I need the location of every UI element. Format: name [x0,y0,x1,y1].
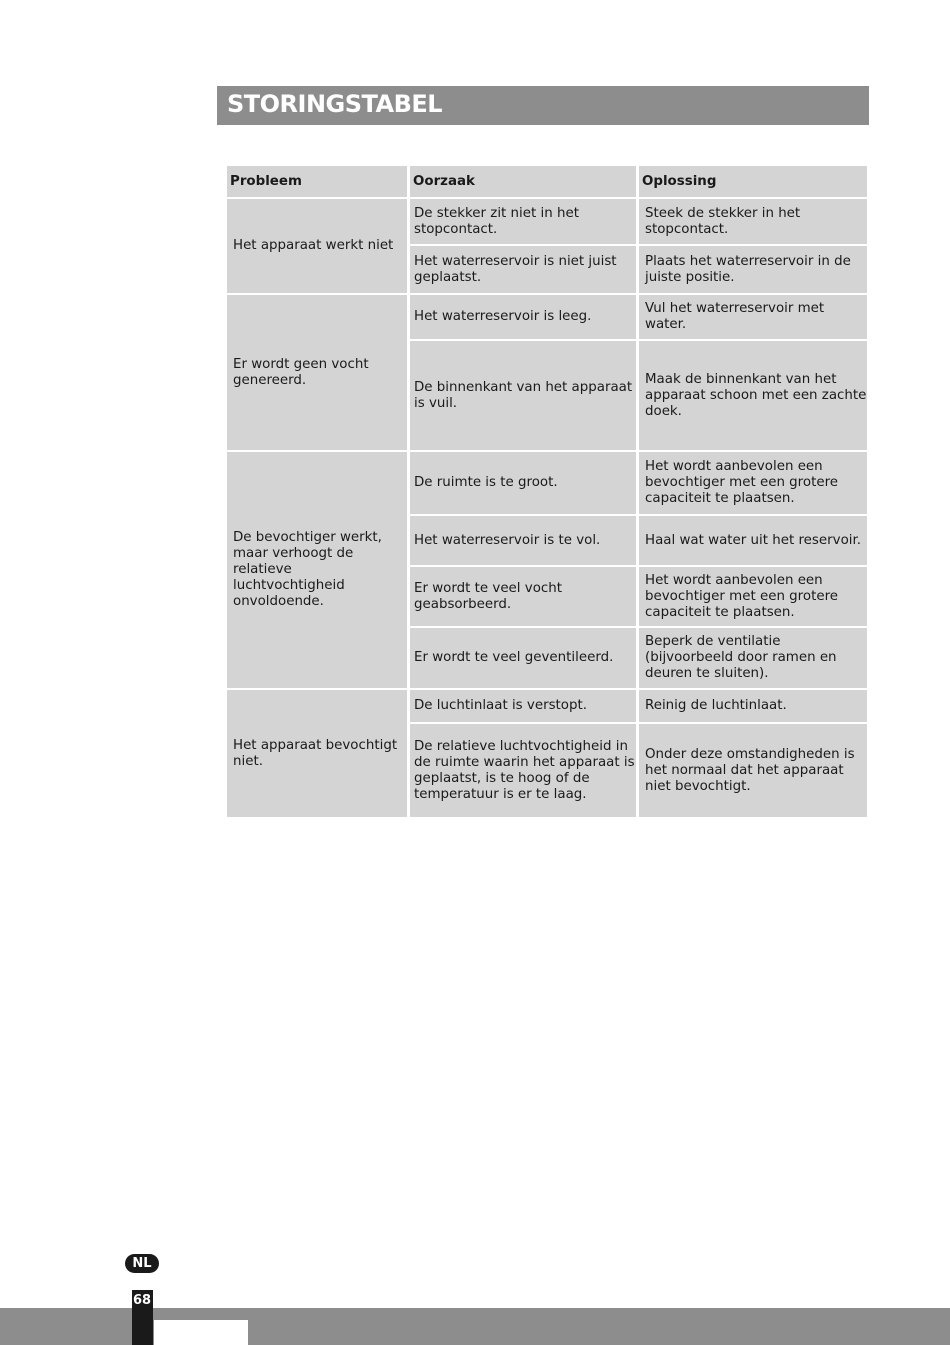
cause-cell: De ruimte is te groot. [410,452,636,514]
section-title-bar [217,86,869,125]
solution-cell: Reinig de luchtinlaat. [639,690,867,722]
solution-cell: Steek de stekker in het stopcontact. [639,199,867,244]
table-row [227,199,867,244]
table-row [227,295,867,339]
footer-white-block [154,1320,248,1345]
solution-cell: Onder deze omstandigheden is het normaal dat het apparaat niet bevochtigt. [639,724,867,817]
page-number: 68 [133,1293,152,1308]
problem-cell: De bevochtiger werkt, maar verhoogt de relatieve luchtvochtigheid onvoldoende. [227,452,407,688]
page-number-tab [132,1290,153,1345]
page-title: STORINGSTABEL [227,90,443,118]
cause-cell: Het waterreservoir is te vol. [410,516,636,565]
problem-cell: Er wordt geen vocht genereerd. [227,295,407,450]
table-header-row [227,166,867,197]
table-row [227,452,867,514]
header-solution: Oplossing [639,166,867,197]
header-problem: Probleem [227,166,407,197]
solution-cell: Haal wat water uit het reservoir. [639,516,867,565]
cause-cell: Er wordt te veel geventileerd. [410,628,636,688]
header-cause: Oorzaak [410,166,636,197]
solution-cell: Het wordt aanbevolen een bevochtiger met een grotere capaciteit te plaatsen. [639,452,867,514]
solution-cell: Vul het waterreservoir met water. [639,295,867,339]
cause-cell: Er wordt te veel vocht geabsorbeerd. [410,567,636,626]
solution-cell: Het wordt aanbevolen een bevochtiger met een grotere capaciteit te plaatsen. [639,567,867,626]
troubleshooting-table [224,164,870,819]
cause-cell: De binnenkant van het apparaat is vuil. [410,341,636,450]
problem-cell: Het apparaat werkt niet [227,199,407,293]
cause-cell: Het waterreservoir is leeg. [410,295,636,339]
cause-cell: De stekker zit niet in het stopcontact. [410,199,636,244]
solution-cell: Plaats het waterreservoir in de juiste positie. [639,246,867,293]
troubleshooting-table-container [227,166,870,819]
cause-cell: De luchtinlaat is verstopt. [410,690,636,722]
solution-cell: Maak de binnenkant van het apparaat schoon met een zachte doek. [639,341,867,450]
cause-cell: De relatieve luchtvochtigheid in de ruimte waarin het apparaat is geplaatst, is te hoog of de temperatuur is er te laag. [410,724,636,817]
problem-cell: Het apparaat bevochtigt niet. [227,690,407,817]
solution-cell: Beperk de ventilatie (bijvoorbeeld door ramen en deuren te sluiten). [639,628,867,688]
table-row [227,690,867,722]
cause-cell: Het waterreservoir is niet juist geplaatst. [410,246,636,293]
language-badge: NL [125,1254,159,1273]
